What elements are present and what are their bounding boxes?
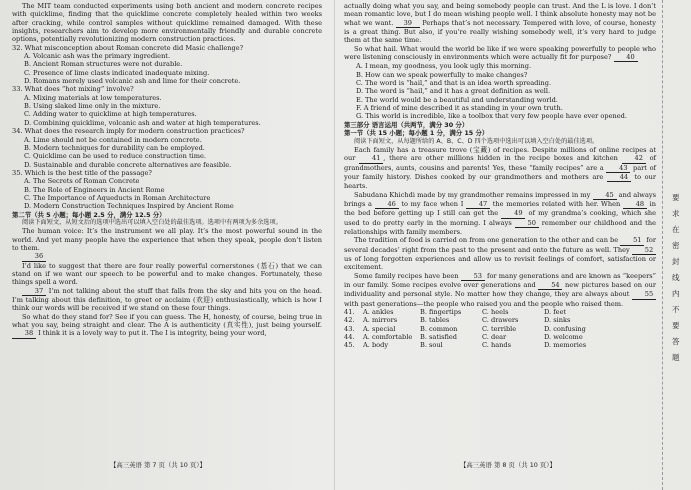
question-33-option-c[interactable]: C. Adding water to quicklime at high temperatures. (24, 110, 197, 119)
blank-52[interactable]: 52 (632, 246, 656, 255)
cloze-paragraph-4 (344, 272, 656, 308)
section-2-instructions: 阅读下面短文，从短文后的选项中选出可以填入空白处的最佳选项。选项中有两项为多余选项。 (22, 218, 282, 226)
blank-47[interactable]: 47 (466, 200, 490, 209)
blank-50[interactable]: 50 (515, 219, 539, 228)
page-7-column (12, 0, 322, 339)
choice-option[interactable]: B. common (420, 324, 458, 333)
blank-49[interactable]: 49 (501, 209, 525, 218)
option-e[interactable]: E. The world would be a beautiful and understanding world. (356, 95, 558, 104)
choice-number: 43. (344, 324, 355, 333)
choice-option[interactable]: D. feet (544, 308, 567, 317)
passage-paragraph-5 (344, 2, 656, 45)
choice-option[interactable]: A. mirrors (363, 316, 398, 325)
choice-option[interactable]: A. body (363, 341, 389, 350)
choice-option[interactable]: C. heels (482, 308, 509, 317)
blank-55[interactable]: 55 (632, 290, 656, 299)
choice-option[interactable]: D. welcome (544, 333, 583, 342)
choice-number: 41. (344, 308, 355, 317)
choice-option[interactable]: C. hands (482, 341, 512, 350)
passage-paragraph-3-text: I’m not talking about the stuff that falls from the sky and hits you on the head. I’m talking about this definition, to greet or acclaim (欢迎) enthusiastically, which is how I think our words will be received if we stand on these four things. (12, 286, 322, 313)
question-33-stem: 33. What does “hot mixing” involve? (12, 85, 134, 94)
choice-option[interactable]: B. tables (420, 316, 450, 325)
question-35-option-a[interactable]: A. The Secrets of Roman Concrete (24, 177, 140, 186)
choice-option[interactable]: C. terrible (482, 324, 517, 333)
cloze-paragraph-2 (344, 191, 656, 237)
option-a[interactable]: A. I mean, my goodness, you look ugly this morning. (356, 62, 532, 71)
choice-option[interactable]: A. ankles (363, 308, 394, 317)
page-8-footer: 【高三英语 第 8 页（共 10 页）】 (460, 461, 556, 469)
cloze-text: the memories related with her. When (490, 199, 621, 208)
option-c[interactable]: C. The word is “hail,” and that is an idea worth spreading. (356, 79, 552, 88)
passage-paragraph-4-tail: I think it is a lovely way to put it. The I is integrity, being your word, (36, 329, 267, 338)
cloze-text: Sabudana Khichdi made by my grandmother remains impressed in my (354, 190, 591, 199)
passage-paragraph-4 (12, 313, 322, 339)
cloze-paragraph-3 (344, 236, 656, 271)
question-32-option-c[interactable]: C. Presence of lime clasts indicated inadequate mixing. (24, 68, 210, 77)
cloze-text: of grandmothers, aunts, cousins and parents! Yes, these “family recipes” are a (344, 154, 656, 172)
passage-paragraph-5-text: actually doing what you say, and being somebody people can trust. And the L is love. I don’t mean romantic love, but I do mean wishing people well. I think absolute honesty may not be what we want. (344, 2, 656, 27)
passage-paragraph-6 (344, 45, 656, 63)
blank-53[interactable]: 53 (461, 272, 485, 281)
passage-paragraph-4-text: So what do they stand for? See if you can guess. The H, honesty, of course, being true in what you say, being straight and clear. The A is authenticity (真实性), just being yourself. (12, 312, 322, 330)
cloze-text: The tradition of food is carried on from one generation to the other and can be (354, 236, 619, 245)
question-33-option-b[interactable]: B. Using slaked lime only in the mixture. (24, 102, 161, 111)
cloze-text: new pictures based on our individuality and personal style. No matter how they change, they are always about (344, 281, 656, 299)
question-35-option-b[interactable]: B. The Role of Engineers in Ancient Rome (24, 185, 165, 194)
choice-option[interactable]: B. satisfied (420, 333, 458, 342)
blank-44[interactable]: 44 (607, 173, 631, 182)
page-8-column (344, 0, 656, 350)
blank-36-line (12, 252, 322, 261)
blank-54[interactable]: 54 (538, 281, 562, 290)
cloze-text: part of your family history. Dishes cooked by our grandmothers and mothers are (344, 163, 656, 181)
question-35-stem: 35. Which is the best title of the passage? (12, 168, 152, 177)
choice-option[interactable]: D. memories (544, 341, 587, 350)
blank-46[interactable]: 46 (375, 200, 399, 209)
cloze-text: in the bed before getting up I still can get the (344, 199, 656, 218)
cloze-text: Each family has a treasure trove (宝藏) of recipes. Despite millions of online recipes at our (344, 145, 656, 163)
question-34-option-b[interactable]: B. Modern techniques for durability can be employed. (24, 143, 205, 152)
choice-number: 45. (344, 341, 355, 350)
column-divider (334, 0, 335, 490)
option-f[interactable]: F. A friend of mine described it as standing in your own truth. (356, 104, 563, 113)
section-1-title: 第一节（共 15 小题；每小题 1 分，满分 15 分） (344, 129, 489, 138)
blank-40[interactable]: 40 (614, 53, 638, 62)
question-35-option-d[interactable]: D. Modern Construction Techniques Inspired by Ancient Rome (24, 202, 234, 211)
passage-intro: The MIT team conducted experiments using both ancient and modern concrete recipes with quicklime, finding that the quicklime concrete completely healed within two weeks after cracking, while control samples without quicklime remained damaged. With these insights, researchers aim to develop more environmentally friendly and durable concrete options, potentially revolutionizing modern construction practices. (12, 2, 322, 44)
passage-paragraph-2: I’d like to suggest that there are four really powerful cornerstones (基石) that we can stand on if we want our speech to be powerful and to make changes. Fortunately, these things spell a word. (12, 261, 322, 287)
question-34-option-c[interactable]: C. Quicklime can be used to reduce construction time. (24, 152, 206, 161)
cloze-text: with past generations—the people who raised you and the people who raised them. (344, 299, 624, 308)
blank-48[interactable]: 48 (623, 200, 647, 209)
blank-38[interactable]: 38 (12, 329, 36, 338)
blank-51[interactable]: 51 (620, 236, 644, 245)
cloze-text: for several decades’ right from the past to the present and onto the future as well. They (344, 236, 656, 254)
option-b[interactable]: B. How can we speak powerfully to make changes? (356, 70, 528, 79)
blank-43[interactable]: 43 (606, 164, 630, 173)
part-3-title: 第三部分 语言运用（共两节，满分 30 分） (344, 120, 469, 129)
cloze-text: us of long forgotten experiences and allow us to revisit feelings of comfort, satisfaction or excitement. (344, 254, 656, 272)
choice-option[interactable]: B. fingertips (420, 308, 462, 317)
section-1-instructions: 阅读下面短文，从每题所给的 A、B、C、D 四个选项中选出可以填入空白处的最佳选项。 (354, 137, 599, 145)
choice-option[interactable]: D. confusing (544, 324, 586, 333)
cloze-text: and always brings a (344, 190, 656, 208)
question-32-stem: 32. What misconception about Roman concrete did Masic challenge? (12, 43, 244, 52)
question-33-option-a[interactable]: A. Mixing materials at low temperatures. (24, 93, 162, 102)
cloze-text: of my grandma’s cooking, which she used to do pretty early in the morning. I always (344, 209, 656, 227)
cloze-text: remember our childhood and the relationships with family members. (344, 218, 656, 236)
cloze-text: for many generations and are known as “keepers” in our family. Some recipes evolve over generations and (344, 271, 656, 289)
question-34-option-d[interactable]: D. Sustainable and durable concrete alternatives are feasible. (24, 160, 232, 169)
question-32-option-b[interactable]: B. Ancient Roman structures were not durable. (24, 60, 183, 69)
question-32-option-a[interactable]: A. Volcanic ash was the primary ingredient. (24, 52, 171, 61)
cloze-text: to our hearts. (344, 172, 656, 191)
cloze-text: to my face when I (398, 199, 464, 208)
page-7-footer: 【高三英语 第 7 页（共 10 页）】 (110, 461, 206, 469)
passage-paragraph-1: The human voice: It’s the instrument we all play. It’s the most powerful sound in the world. And yet many people have the experience that when they speak, people don’t listen to them. (12, 227, 322, 252)
blank-37[interactable]: 37 (22, 287, 46, 296)
cloze-text: , there are other millions hidden in the recipe boxes and kitchen (383, 154, 618, 163)
question-35-option-c[interactable]: C. The Importance of Aqueducts in Roman Architecture (24, 193, 211, 202)
choice-option[interactable]: A. comfortable (363, 333, 413, 342)
section-2-title: 第二节（共 5 小题；每小题 2.5 分，满分 12.5 分） (12, 210, 166, 219)
question-34-option-a[interactable]: A. Lime should not be contained in modern concrete. (24, 135, 202, 144)
passage-paragraph-3 (12, 287, 322, 313)
question-34-stem: 34. What does the research imply for modern construction practices? (12, 127, 245, 136)
cloze-choices-table (344, 308, 656, 350)
choice-number: 42. (344, 316, 355, 325)
blank-39[interactable]: 39 (396, 19, 420, 28)
cloze-paragraph-1 (344, 146, 656, 191)
option-g[interactable]: G. This world is incredible, like a toolbox that very few people have ever opened. (356, 112, 627, 121)
choice-option[interactable]: A. special (363, 324, 396, 333)
choice-option[interactable]: C. dear (482, 333, 507, 342)
question-32-option-d[interactable]: D. Romans merely used volcanic ash and lime for their concrete. (24, 77, 241, 86)
question-33-option-d[interactable]: D. Combining quicklime, volcanic ash and water at high temperatures. (24, 118, 261, 127)
binding-margin-notice: 要求在密封线内不要答题 (672, 193, 680, 362)
blank-41[interactable]: 41 (359, 154, 383, 163)
choice-option[interactable]: B. soul (420, 341, 443, 350)
cloze-text: Some family recipes have been (354, 271, 459, 280)
choice-number: 44. (344, 333, 355, 342)
blank-36[interactable]: 36 (22, 252, 46, 261)
passage-paragraph-5-tail: Perhaps that’s not necessary. Tempered with love, of course, honesty is a great thing. But also, if you’re really wishing somebody well, it’s very hard to judge them at the same time. (344, 18, 656, 45)
choice-option[interactable]: D. sinks (544, 316, 571, 325)
choice-option[interactable]: C. drawers (482, 316, 519, 325)
blank-45[interactable]: 45 (593, 191, 617, 200)
passage-paragraph-6-text: So what hail. What would the world be like if we were speaking powerfully to people who were listening consciously in environments which were actually fit for purpose? (344, 44, 656, 62)
blank-42[interactable]: 42 (622, 154, 646, 163)
option-d[interactable]: D. The word is “hail,” and it has a great definition as well. (356, 87, 551, 96)
